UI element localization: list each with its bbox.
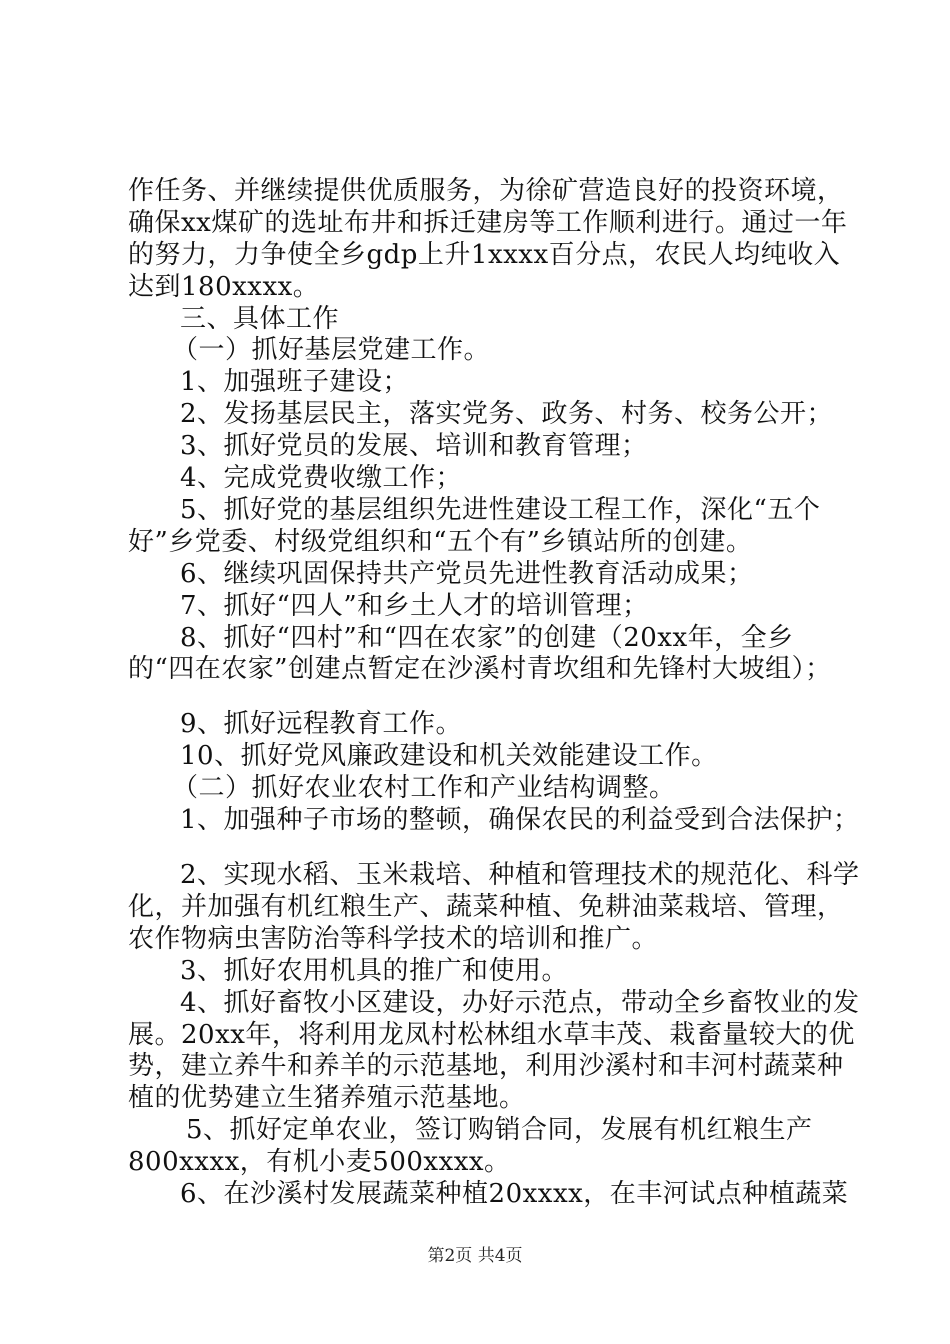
text-line: 10、抓好党风廉政建设和机关效能建设工作。 (180, 741, 718, 772)
page-number-footer: 第2页 共4页 (427, 1246, 523, 1266)
text-line: 5、抓好党的基层组织先进性建设工程工作，深化“五个 (180, 494, 821, 525)
text-line: 确保xx煤矿的选址布井和拆迁建房等工作顺利进行。通过一年 (128, 207, 848, 238)
section-heading: 三、具体工作 (180, 303, 340, 334)
subsection-heading: （二）抓好农业农村工作和产业结构调整。 (172, 773, 676, 804)
text-line: 展。20xx年，将利用龙凤村松林组水草丰茂、栽畜量较大的优 (128, 1019, 855, 1050)
text-line: 2、实现水稻、玉米栽培、种植和管理技术的规范化、科学 (180, 860, 860, 891)
text-line: 7、抓好“四人”和乡土人才的培训管理； (180, 590, 649, 621)
text-line: 6、继续巩固保持共产党员先进性教育活动成果； (180, 558, 754, 589)
text-line: 好”乡党委、村级党组织和“五个有”乡镇站所的创建。 (128, 526, 753, 557)
text-line: 3、抓好党员的发展、培训和教育管理； (180, 431, 648, 462)
text-line: 势，建立养牛和养羊的示范基地，利用沙溪村和丰河村蔬菜种 (128, 1051, 844, 1082)
text-line: 的努力，力争使全乡gdp上升1xxxx百分点，农民人均纯收入 (128, 239, 841, 270)
text-line: 2、发扬基层民主，落实党务、政务、村务、校务公开； (180, 399, 834, 430)
text-line: 农作物病虫害防治等科学技术的培训和推广。 (128, 923, 659, 954)
text-line: 8、抓好“四村”和“四在农家”的创建（20xx年，全乡 (180, 622, 794, 653)
text-line: 800xxxx，有机小麦500xxxx。 (128, 1147, 511, 1178)
text-line: 1、加强班子建设； (180, 367, 410, 398)
text-line: 4、完成党费收缴工作； (180, 463, 463, 494)
subsection-heading: （一）抓好基层党建工作。 (172, 335, 491, 366)
text-line: 达到180xxxx。 (128, 271, 320, 302)
text-line: 的“四在农家”创建点暂定在沙溪村青坎组和先锋村大坡组）； (128, 654, 832, 685)
text-line: 1、加强种子市场的整顿，确保农民的利益受到合法保护； (180, 805, 860, 836)
text-line: 植的优势建立生猪养殖示范基地。 (128, 1083, 526, 1114)
text-line: 3、抓好农用机具的推广和使用。 (180, 955, 569, 986)
text-line: 4、抓好畜牧小区建设，办好示范点，带动全乡畜牧业的发 (180, 987, 860, 1018)
text-line: 9、抓好远程教育工作。 (180, 709, 463, 740)
text-line: 化，并加强有机红粮生产、蔬菜种植、免耕油菜栽培、管理， (128, 891, 844, 922)
text-line: 作任务、并继续提供优质服务，为徐矿营造良好的投资环境， (128, 176, 844, 206)
text-line: 5、抓好定单农业，签订购销合同，发展有机红粮生产 (186, 1115, 813, 1146)
text-line: 6、在沙溪村发展蔬菜种植20xxxx，在丰河试点种植蔬菜 (180, 1179, 849, 1209)
